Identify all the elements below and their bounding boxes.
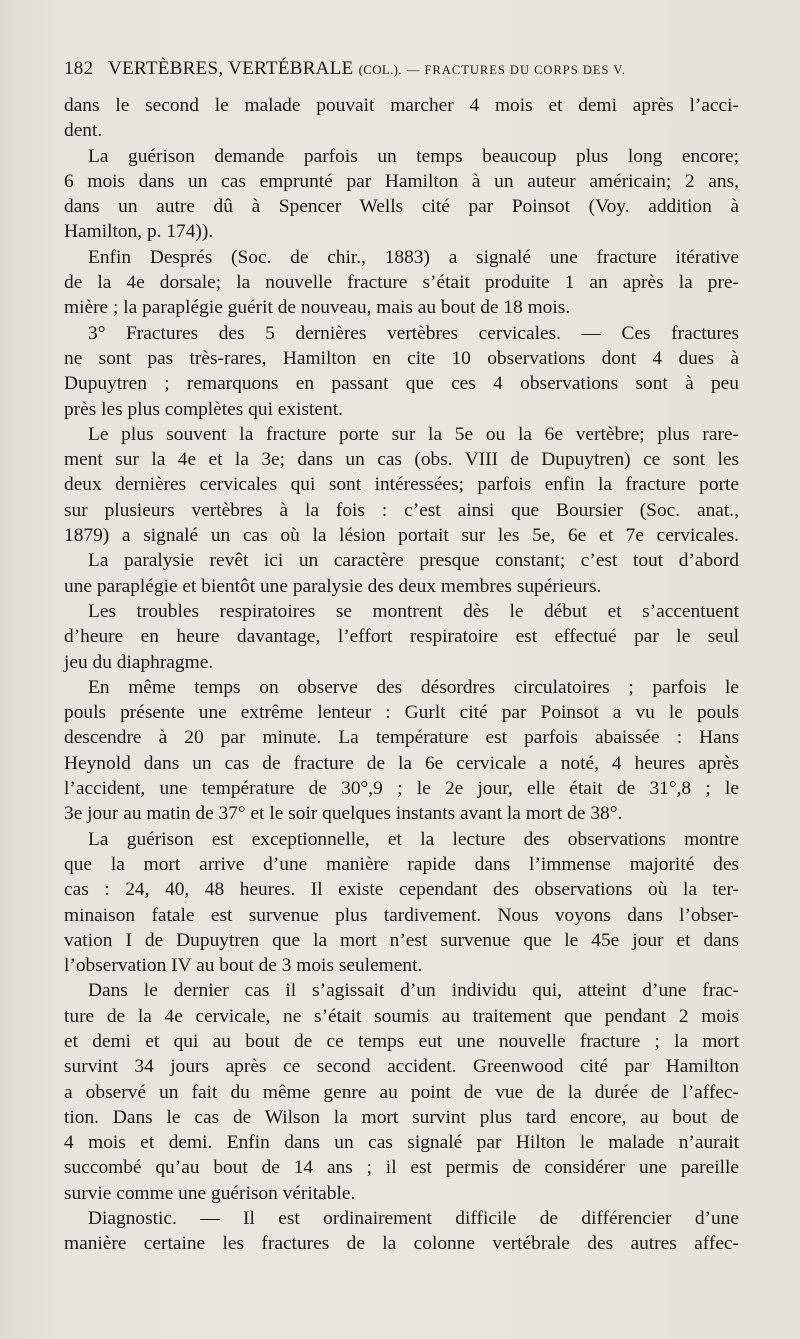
text-line: sur plusieurs vertèbres à la fois : c’est ainsi que Boursier (Soc. anat., (64, 499, 739, 521)
text-line: survie comme une guérison véritable. (64, 1182, 356, 1204)
body-text (64, 93, 739, 1257)
text-line: En même temps on observe des désordres circulatoires ; parfois le (88, 676, 739, 698)
text-line: Les troubles respiratoires se montrent dès le début et s’accentuent (88, 600, 739, 622)
text-line: que la mort arrive d’une manière rapide dans l’immense majorité des (64, 853, 739, 875)
text-line: ture de la 4e cervicale, ne s’était soumis au traitement que pendant 2 mois (64, 1005, 739, 1027)
text-line: d’heure en heure davantage, l’effort respiratoire est effectué par le seul (64, 626, 739, 648)
text-line: Dupuytren ; remarquons en passant que ces 4 observations sont à peu (64, 373, 739, 395)
text-line: Hamilton, p. 174)). (64, 221, 214, 243)
section-heading-line: 3° Fractures des 5 dernières vertèbres cervicales. — Ces fractures (88, 322, 739, 344)
text-line: 4 mois et demi. Enfin dans un cas signalé par Hilton le malade n’aurait (64, 1132, 739, 1154)
text-line: 1879) a signalé un cas où la lésion portait sur les 5e, 6e et 7e cervicales. (64, 525, 739, 547)
text-line: 6 mois dans un cas emprunté par Hamilton à un auteur américain; 2 ans, (64, 170, 739, 192)
text-line: jeu du diaphragme. (64, 651, 214, 673)
text-line: descendre à 20 par minute. La température est parfois abaissée : Hans (64, 727, 739, 749)
text-line: cas : 24, 40, 48 heures. Il existe cependant des observations où la ter- (64, 879, 739, 901)
text-line: La paralysie revêt ici un caractère presque constant; c’est tout d’abord (88, 550, 739, 572)
text-line: une paraplégie et bientôt une paralysie des deux membres supérieurs. (64, 575, 602, 597)
running-header (64, 58, 740, 80)
text-line: La guérison est exceptionnelle, et la lecture des observations montre (88, 828, 739, 850)
text-line: vation I de Dupuytren que la mort n’est survenue que le 45e jour et dans (64, 929, 739, 951)
header-title-abbr: (COL.). (358, 62, 402, 77)
text-line: mière ; la paraplégie guérit de nouveau, mais au bout de 18 mois. (64, 297, 571, 319)
text-line: deux dernières cervicales qui sont intéressées; parfois enfin la fracture porte (64, 474, 739, 496)
text-line: survint 34 jours après ce second accident. Greenwood cité par Hamilton (64, 1056, 739, 1078)
text-line: minaison fatale est survenue plus tardivement. Nous voyons dans l’obser- (64, 904, 739, 926)
header-title: VERTÈBRES, VERTÉBRALE (108, 58, 354, 79)
text-line: ne sont pas très-rares, Hamilton en cite 10 observations dont 4 dues à (64, 347, 739, 369)
text-line: dent. (64, 120, 103, 142)
text-line: La guérison demande parfois un temps beaucoup plus long encore; (88, 145, 739, 167)
text-line: ment sur la 4e et la 3e; dans un cas (obs. VIII de Dupuytren) ce sont les (64, 449, 739, 471)
text-line: manière certaine les fractures de la colonne vertébrale des autres affec- (64, 1233, 739, 1255)
text-line: tion. Dans le cas de Wilson la mort survint plus tard encore, au bout de (64, 1106, 739, 1128)
text-line: près les plus complètes qui existent. (64, 398, 343, 420)
text-line: Heynold dans un cas de fracture de la 6e cervicale a noté, 4 heures après (64, 752, 739, 774)
text-line: pouls présente une extrême lenteur : Gurlt cité par Poinsot a vu le pouls (64, 702, 739, 724)
page-number: 182 (64, 58, 94, 79)
header-section: — FRACTURES DU CORPS DES V. (406, 63, 626, 77)
text-line: et demi et qui au bout de ce temps eut une nouvelle fracture ; la mort (64, 1030, 739, 1052)
text-line: 3e jour au matin de 37° et le soir quelques instants avant la mort de 38°. (64, 803, 623, 825)
text-line: de la 4e dorsale; la nouvelle fracture s’était produite 1 an après la pre- (64, 272, 739, 294)
text-line: a observé un fait du même genre au point de vue de la durée de l’affec- (64, 1081, 739, 1103)
text-line: dans un autre dû à Spencer Wells cité par Poinsot (Voy. addition à (64, 196, 739, 218)
diagnostic-heading-line: Diagnostic. — Il est ordinairement difficile de différencier d’une (88, 1208, 739, 1230)
text-line: Enfin Després (Soc. de chir., 1883) a signalé une fracture itérative (88, 246, 739, 268)
text-line: Dans le dernier cas il s’agissait d’un individu qui, atteint d’une frac- (88, 980, 739, 1002)
text-line: succombé qu’au bout de 14 ans ; il est permis de considérer une pareille (64, 1157, 739, 1179)
text-line: Le plus souvent la fracture porte sur la 5e ou la 6e vertèbre; plus rare- (88, 423, 739, 445)
text-line: l’observation IV au bout de 3 mois seulement. (64, 955, 423, 977)
text-line: dans le second le malade pouvait marcher 4 mois et demi après l’acci- (64, 95, 739, 116)
text-line: l’accident, une température de 30°,9 ; le 2e jour, elle était de 31°,8 ; le (64, 778, 739, 800)
